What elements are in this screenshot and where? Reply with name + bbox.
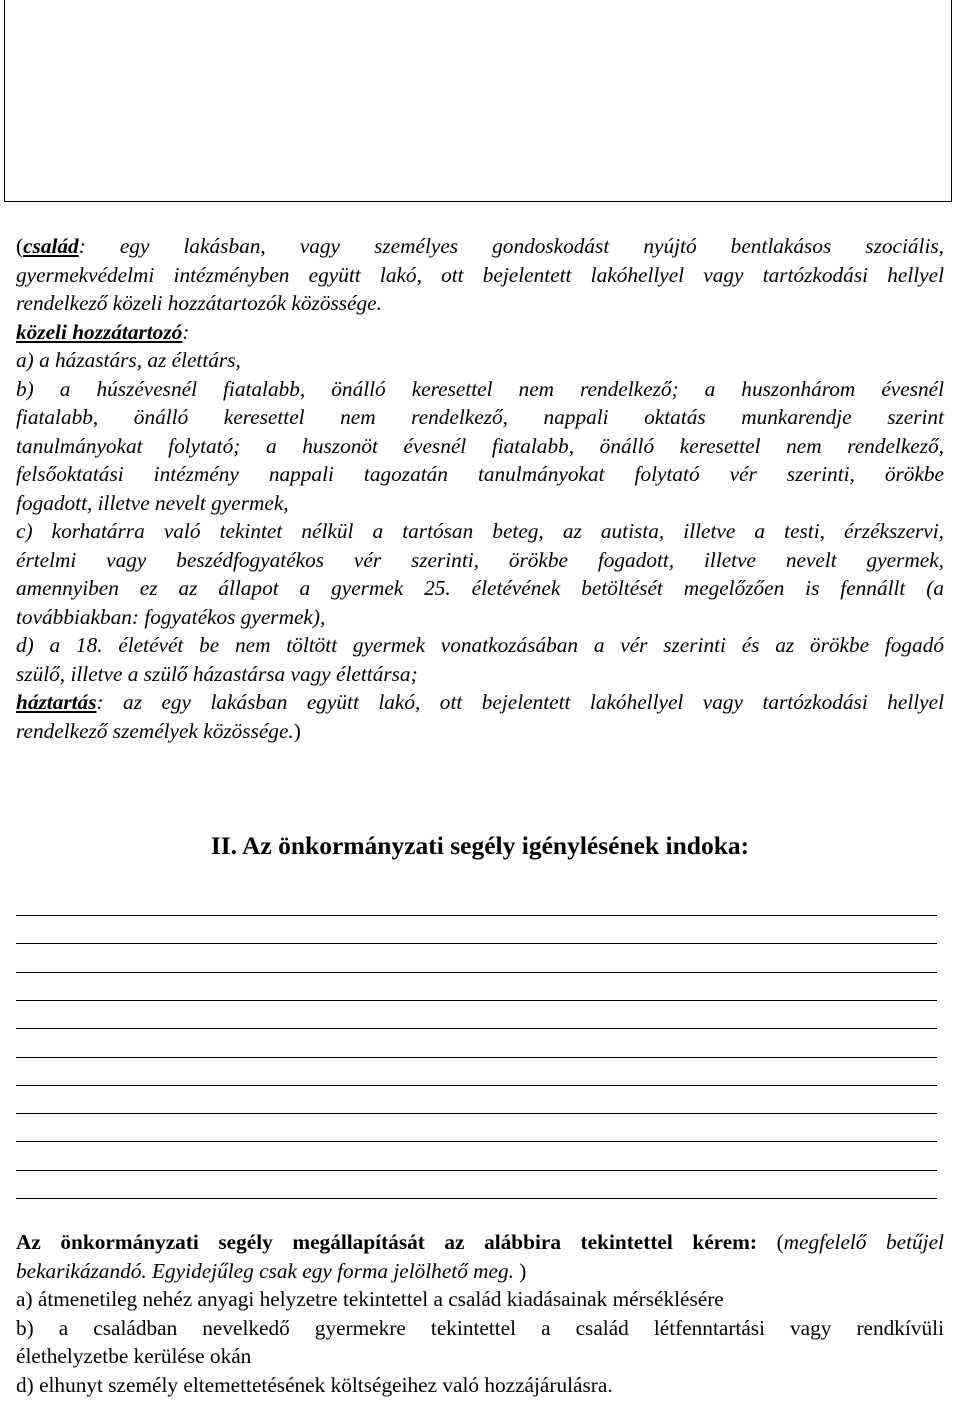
blank-writing-line[interactable] [16, 1198, 937, 1199]
relative-item-b-line-2: fiatalabb, önálló keresettel nem rendelkező, nappali oktatás munkarendje szerint [16, 405, 944, 429]
section-heading: II. Az önkormányzati segély igénylésének indoka: [210, 831, 750, 860]
blank-writing-line[interactable] [16, 972, 937, 973]
blank-writing-line[interactable] [16, 1113, 937, 1114]
relative-term-line: közeli hozzátartozó: [16, 319, 190, 344]
household-definition-line-1: háztartás: az egy lakásban együtt lakó, ott bejelentett lakóhellyel vagy tartózkodási hellyel [16, 690, 944, 714]
family-definition-line-3: rendelkező közeli hozzátartozók közössége. [16, 291, 382, 315]
blank-writing-line[interactable] [16, 1028, 937, 1029]
option-b-line-1[interactable]: b) a családban nevelkedő gyermekre tekintettel a család létfenntartási vagy rendkívüli [16, 1315, 944, 1340]
blank-writing-line[interactable] [16, 1085, 937, 1086]
blank-writing-line[interactable] [16, 1141, 937, 1142]
request-line-2: bekarikázandó. Egyidejűleg csak egy forma jelölhető meg. ) [16, 1258, 527, 1283]
option-a[interactable]: a) átmenetileg nehéz anyagi helyzetre tekintettel a család kiadásainak mérséklésére [16, 1287, 724, 1311]
household-term: háztartás [16, 690, 97, 714]
relative-item-b-line-5: fogadott, illetve nevelt gyermek, [16, 490, 289, 515]
family-definition-line-1: (család: egy lakásban, vagy személyes gondoskodást nyújtó bentlakásos szociális, [16, 234, 944, 258]
relative-item-c-line-2: értelmi vagy beszédfogyatékos vér szerinti, örökbe fogadott, illetve nevelt gyermek, [16, 547, 944, 572]
blank-writing-line[interactable] [16, 915, 937, 916]
blank-writing-line[interactable] [16, 1057, 937, 1058]
option-d[interactable]: d) elhunyt személy eltemettetésének költségeihez való hozzájárulásra. [16, 1372, 613, 1397]
request-block [16, 1228, 944, 1399]
relative-item-b-line-3: tanulmányokat folytató; a huszonöt évesnél fiatalabb, önálló keresettel nem rendelkező, [16, 433, 944, 458]
request-line-1: Az önkormányzati segély megállapítását az alábbira tekintettel kérem: (megfelelő betűjel [16, 1230, 944, 1254]
relative-item-c-line-4: továbbiakban: fogyatékos gyermek), [16, 604, 326, 629]
request-bold-text: Az önkormányzati segély megállapítását az alábbira tekintettel kérem: [16, 1230, 758, 1254]
definitions-block [16, 232, 944, 745]
relative-item-a: a) a házastárs, az élettárs, [16, 348, 241, 372]
top-frame [4, 0, 952, 202]
family-term: család [23, 234, 79, 258]
family-definition-line-2: gyermekvédelmi intézményben együtt lakó, ott bejelentett lakóhellyel vagy tartózkodási hellyel [16, 262, 944, 287]
relative-item-b-line-4: felsőoktatási intézmény nappali tagozatán tanulmányokat folytató vér szerinti, örökbe [16, 462, 944, 486]
household-definition-line-2: rendelkező személyek közössége.) [16, 718, 301, 743]
option-b-line-2[interactable]: élethelyzetbe kerülése okán [16, 1344, 252, 1368]
blank-writing-line[interactable] [16, 1170, 937, 1171]
relative-item-d-line-2: szülő, illetve a szülő házastársa vagy élettársa; [16, 661, 418, 686]
relative-item-c-line-3: amennyiben ez az állapot a gyermek 25. életévének betöltését megelőzően is fennállt (a [16, 576, 944, 600]
blank-writing-line[interactable] [16, 1000, 937, 1001]
blank-writing-line[interactable] [16, 943, 937, 944]
relative-item-b-line-1: b) a húszévesnél fiatalabb, önálló keresettel nem rendelkező; a huszonhárom évesnél [16, 376, 944, 401]
relative-item-c-line-1: c) korhatárra való tekintet nélkül a tartósan beteg, az autista, illetve a testi, érzékszervi, [16, 519, 944, 543]
relative-item-d-line-1: d) a 18. életévét be nem töltött gyermek vonatkozásában a vér szerinti és az örökbe fogadó [16, 633, 944, 657]
relative-term: közeli hozzátartozó [16, 319, 183, 344]
